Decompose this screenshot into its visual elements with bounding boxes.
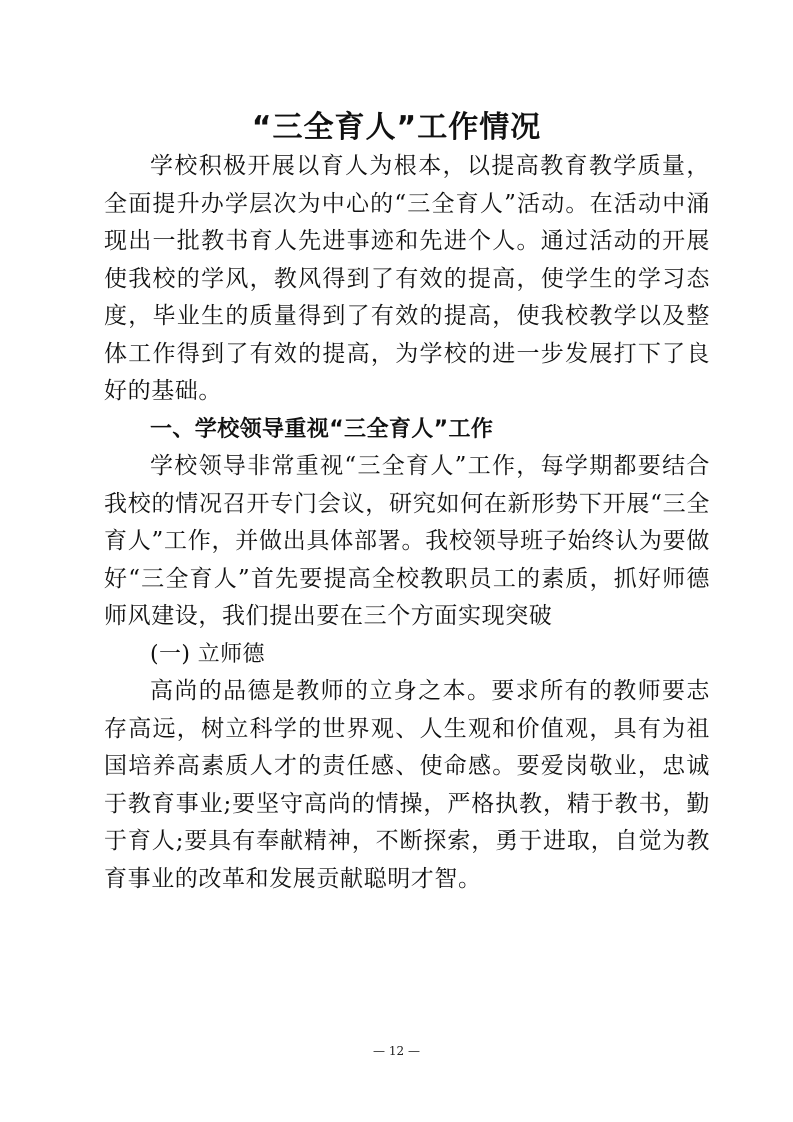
leadership-paragraph: 学校领导非常重视“三全育人”工作，每学期都要结合我校的情况召开专门会议，研究如何在新形势下开展“三全育人”工作，并做出具体部署。我校领导班子始终认为要做好“三全育人”首先要提高全校教职员工的素质，抓好师德师风建设，我们提出要在三个方面实现突破 xyxy=(104,453,710,629)
subsection-heading-ethics: (一) 立师德 xyxy=(150,641,265,667)
document-title: “三全育人”工作情况 xyxy=(251,110,542,145)
document-body xyxy=(104,148,710,898)
ethics-paragraph: 高尚的品德是教师的立身之本。要求所有的教师要志存高远，树立科学的世界观、人生观和价值观，具有为祖国培养高素质人才的责任感、使命感。要爱岗敬业，忠诚于教育事业;要坚守高尚的情操，严格执教，精于教书，勤于育人;要具有奉献精神，不断探索，勇于进取，自觉为教育事业的改革和发展贡献聪明才智。 xyxy=(104,678,710,892)
intro-paragraph: 学校积极开展以育人为根本，以提高教育教学质量，全面提升办学层次为中心的“三全育人”活动。在活动中涌现出一批教书育人先进事迹和先进个人。通过活动的开展使我校的学风，教风得到了有效的提高，使学生的学习态度，毕业生的质量得到了有效的提高，使我校教学以及整体工作得到了有效的提高，为学校的进一步发展打下了良好的基础。 xyxy=(104,153,710,404)
page-number: — 12 — xyxy=(373,1044,420,1058)
section-heading-leadership: 一、学校领导重视“三全育人”工作 xyxy=(150,416,494,442)
